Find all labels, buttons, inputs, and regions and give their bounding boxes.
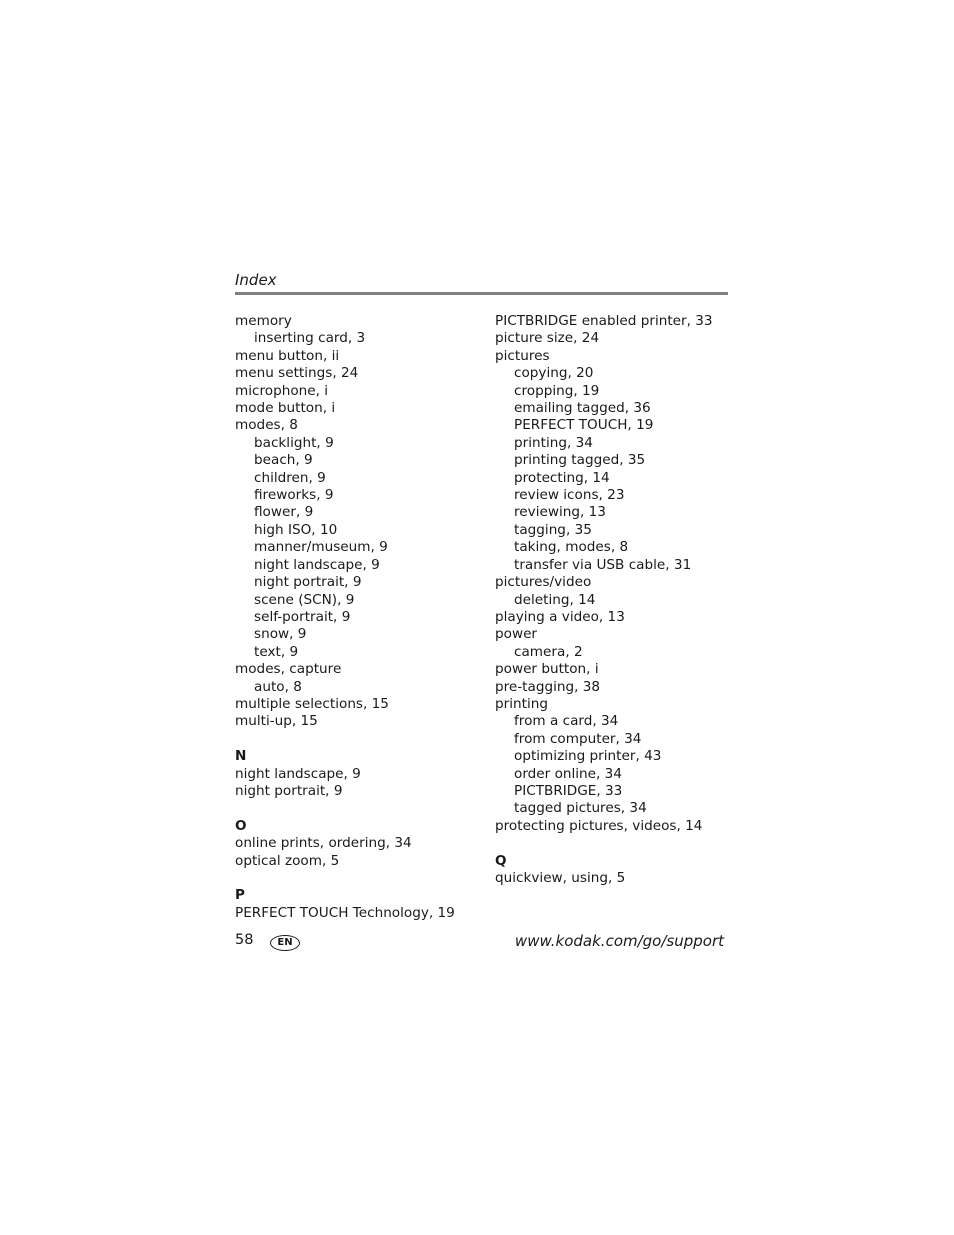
page-header-title: Index bbox=[235, 271, 277, 289]
index-subentry: printing tagged, 35 bbox=[514, 452, 646, 469]
index-subentry: night landscape, 9 bbox=[254, 556, 380, 573]
index-entry: modes, 8 bbox=[235, 417, 298, 434]
index-subentry: from a card, 34 bbox=[514, 713, 619, 730]
index-entry: night landscape, 9 bbox=[235, 765, 361, 782]
index-entry: pre-tagging, 38 bbox=[495, 678, 601, 695]
index-entry: optical zoom, 5 bbox=[235, 852, 340, 869]
index-entry: PERFECT TOUCH Technology, 19 bbox=[235, 904, 455, 921]
index-subentry: text, 9 bbox=[254, 643, 299, 660]
index-subentry: printing, 34 bbox=[514, 434, 593, 451]
index-entry: power button, i bbox=[495, 661, 599, 678]
index-entry: multi-up, 15 bbox=[235, 713, 318, 730]
index-entry: PICTBRIDGE enabled printer, 33 bbox=[495, 313, 713, 329]
index-entry: online prints, ordering, 34 bbox=[235, 835, 412, 852]
index-subentry: copying, 20 bbox=[514, 365, 594, 382]
index-entry: microphone, i bbox=[235, 382, 329, 399]
index-subentry: manner/museum, 9 bbox=[254, 539, 388, 556]
header-divider bbox=[235, 292, 728, 295]
index-subentry: taking, modes, 8 bbox=[514, 539, 629, 556]
index-entry: multiple selections, 15 bbox=[235, 695, 389, 712]
index-entry: protecting pictures, videos, 14 bbox=[495, 817, 703, 834]
index-subentry: cropping, 19 bbox=[514, 382, 600, 399]
index-subentry: emailing tagged, 36 bbox=[514, 400, 651, 417]
index-subentry: auto, 8 bbox=[254, 678, 302, 695]
index-section-letter: O bbox=[235, 817, 247, 834]
page-number: 58 bbox=[235, 932, 254, 948]
index-entry: picture size, 24 bbox=[495, 330, 600, 347]
index-subentry: review icons, 23 bbox=[514, 487, 625, 504]
index-entry: night portrait, 9 bbox=[235, 782, 343, 799]
index-section-letter: P bbox=[235, 887, 245, 904]
index-entry: menu settings, 24 bbox=[235, 365, 359, 382]
index-subentry: backlight, 9 bbox=[254, 434, 334, 451]
index-entry: power bbox=[495, 626, 538, 643]
index-subentry: PERFECT TOUCH, 19 bbox=[514, 417, 654, 434]
index-subentry: beach, 9 bbox=[254, 452, 313, 469]
index-entry: modes, capture bbox=[235, 661, 342, 678]
index-subentry: children, 9 bbox=[254, 469, 326, 486]
index-subentry: scene (SCN), 9 bbox=[254, 591, 355, 608]
index-subentry: flower, 9 bbox=[254, 504, 314, 521]
index-entry: playing a video, 13 bbox=[495, 608, 625, 625]
index-entry: quickview, using, 5 bbox=[495, 869, 626, 886]
index-section-letter: N bbox=[235, 748, 247, 765]
index-column-right bbox=[495, 313, 735, 887]
index-subentry: night portrait, 9 bbox=[254, 574, 362, 591]
index-entry: mode button, i bbox=[235, 400, 336, 417]
index-subentry: deleting, 14 bbox=[514, 591, 596, 608]
index-column-left bbox=[235, 313, 485, 922]
index-subentry: reviewing, 13 bbox=[514, 504, 606, 521]
index-subentry: protecting, 14 bbox=[514, 469, 610, 486]
index-subentry: self-portrait, 9 bbox=[254, 608, 351, 625]
index-subentry: transfer via USB cable, 31 bbox=[514, 556, 692, 573]
index-entry: pictures bbox=[495, 347, 550, 364]
index-subentry: inserting card, 3 bbox=[254, 330, 366, 347]
index-entry: pictures/video bbox=[495, 574, 592, 591]
index-subentry: PICTBRIDGE, 33 bbox=[514, 782, 623, 799]
index-subentry: from computer, 34 bbox=[514, 730, 642, 747]
index-subentry: tagging, 35 bbox=[514, 521, 592, 538]
index-subentry: order online, 34 bbox=[514, 765, 622, 782]
index-entry: memory bbox=[235, 313, 292, 329]
index-subentry: tagged pictures, 34 bbox=[514, 800, 647, 817]
index-subentry: fireworks, 9 bbox=[254, 487, 334, 504]
index-subentry: high ISO, 10 bbox=[254, 521, 338, 538]
language-badge: EN bbox=[270, 935, 300, 951]
index-subentry: optimizing printer, 43 bbox=[514, 748, 662, 765]
index-entry: printing bbox=[495, 695, 548, 712]
index-subentry: camera, 2 bbox=[514, 643, 583, 660]
support-url: www.kodak.com/go/support bbox=[514, 932, 724, 950]
index-section-letter: Q bbox=[495, 852, 507, 869]
index-entry: menu button, ii bbox=[235, 347, 340, 364]
index-subentry: snow, 9 bbox=[254, 626, 307, 643]
